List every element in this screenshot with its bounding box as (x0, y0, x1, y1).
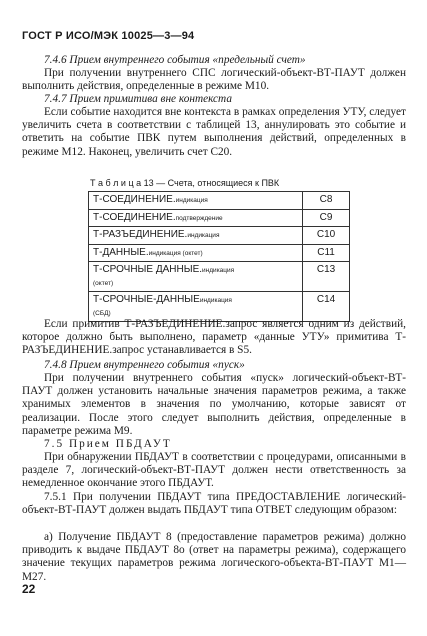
table-cell-name: Т-РАЗЪЕДИНЕНИЕ.индикация (89, 227, 303, 245)
table-row (89, 209, 350, 227)
table-cell-code: С13 (303, 262, 350, 292)
table-cell-name: Т-СРОЧНЫЕ ДАННЫЕ.индикация (октет) (89, 262, 303, 292)
document-header: ГОСТ Р ИСО/МЭК 10025—3—94 (22, 30, 195, 42)
section-7-4-8-text: При получении внутреннего события «пуск» логический-объект-ВТ-ПАУТ должен установить начальные значения параметров режима, а также хранимых элементов в значения по умолчанию, которые зависят от реализации. После этого следует выполнить действия, определенные в параметре режима М9. (22, 372, 406, 437)
table-cell-code: С14 (303, 292, 350, 322)
table-row (89, 262, 350, 292)
section-7-5-heading: 7.5 Прием ПБДАУТ (44, 438, 172, 450)
table-cell-code: С9 (303, 209, 350, 227)
paragraph-disconnect: Если примитив Т-РАЗЪЕДИНЕНИЕ.запрос является одним из действий, которое должно быть выполнено, параметр «данные УТУ» примитива Т-РАЗЪЕДИНЕНИЕ.запрос устанавливается в S5. (22, 318, 406, 357)
table-cell-name: Т-СОЕДИНЕНИЕ.подтверждение (89, 209, 303, 227)
section-7-4-6-text: При получении внутреннего СПС логический-объект-ВТ-ПАУТ должен выполнить действия, определенные в режиме М10. (22, 67, 406, 93)
table-cell-name: Т-СРОЧНЫЕ-ДАННЫЕиндикация (СБД) (89, 292, 303, 322)
table-cell-code: С11 (303, 244, 350, 262)
table-cell-code: С8 (303, 192, 350, 210)
table-row (89, 292, 350, 322)
page-number: 22 (22, 582, 36, 596)
table-caption: Т а б л и ц а 13 — Счета, относящиеся к ПВК (90, 178, 280, 188)
list-item-a: а) Получение ПБДАУТ 8 (предоставление параметров режима) должно приводить к выдаче ПБДАУТ 8о (ответ на параметры режима), содержащего значение текущих параметров режима логического-объекта-ВТ-ПАУТ М1—М27. (22, 531, 406, 583)
section-7-5-text: При обнаружении ПБДАУТ в соответствии с процедурами, описанными в разделе 7, логический-объект-ВТ-ПАУТ должен нести ответственность за немедленное окончание этого ПБДАУТ. (22, 451, 406, 490)
table-row (89, 244, 350, 262)
table-row (89, 192, 350, 210)
table-cell-name: Т-ДАННЫЕ.индикация (октет) (89, 244, 303, 262)
section-7-4-7-text: Если событие находится вне контекста в рамках определения УТУ, следует увеличить счета в соответствии с таблицей 13, аннулировать это событие и ответить на событие ПВК путем выполнения действий, определенных в режиме М12. Наконец, увеличить счет С20. (22, 106, 406, 158)
table-cell-name: Т-СОЕДИНЕНИЕ.индикация (89, 192, 303, 210)
table-cell-code: С10 (303, 227, 350, 245)
section-7-4-7-heading: 7.4.7 Прием примитива вне контекста (44, 93, 232, 105)
table-13 (88, 191, 350, 322)
section-7-4-8-heading: 7.4.8 Прием внутреннего события «пуск» (44, 359, 245, 371)
table-row (89, 227, 350, 245)
section-7-4-6-heading: 7.4.6 Прием внутреннего события «предельный счет» (44, 54, 306, 66)
section-7-5-1-text: 7.5.1 При получении ПБДАУТ типа ПРЕДОСТАВЛЕНИЕ логический-объект-ВТ-ПАУТ должен выдать ПБДАУТ типа ОТВЕТ следующим образом: (22, 491, 406, 517)
